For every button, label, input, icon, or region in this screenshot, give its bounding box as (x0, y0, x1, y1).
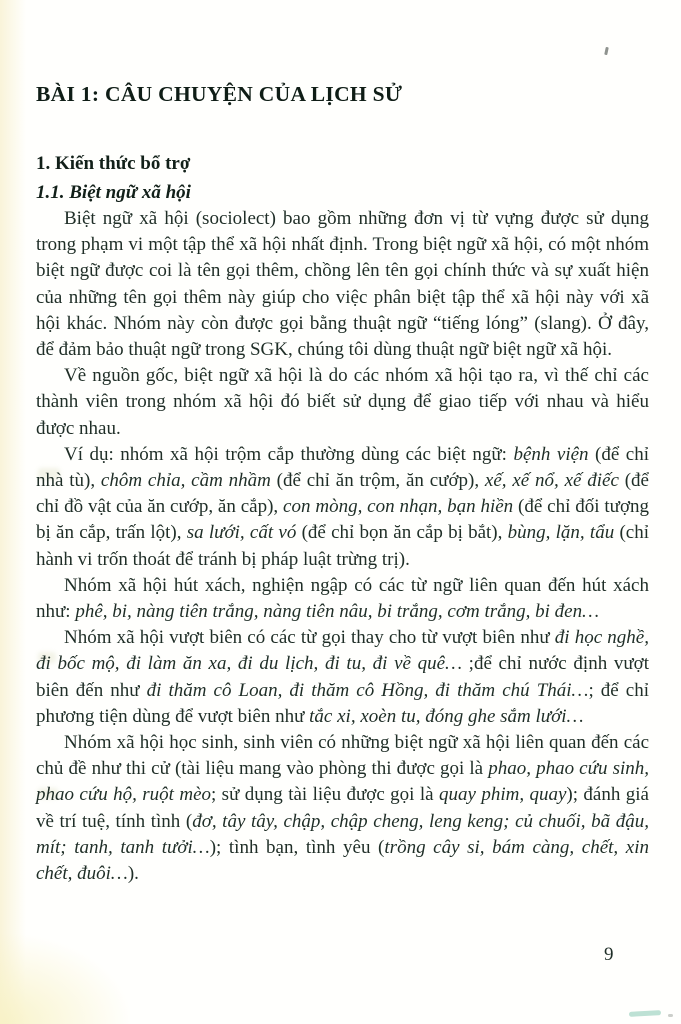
scan-corner-stain (0, 934, 130, 1024)
paragraph-origin: Về nguồn gốc, biệt ngữ xã hội là do các nhóm xã hội tạo ra, vì thế chỉ các thành viên trong nhóm xã hội đó biết sử dụng để giao tiếp với nhau và hiểu được nhau. (36, 365, 649, 439)
paragraph-sociolect-definition: Biệt ngữ xã hội (sociolect) bao gồm những đơn vị từ vựng được sử dụng trong phạm vi một tập thể xã hội nhất định. Trong biệt ngữ xã hội, có một nhóm biệt ngữ được coi là tên gọi thêm, chồng lên tên gọi chính thức và sự xuất hiện của những tên gọi thêm này giúp cho việc phân biệt tập thể xã hội này với xã hội khác. Nhóm này còn được gọi bằng thuật ngữ “tiếng lóng” (slang). Ở đây, để đảm bảo thuật ngữ trong SGK, chúng tôi dùng thuật ngữ biệt ngữ xã hội. (36, 208, 649, 361)
page-number: 9 (604, 944, 614, 965)
paragraph-example-thieves: Ví dụ: nhóm xã hội trộm cắp thường dùng các biệt ngữ: bệnh viện (để chỉ nhà tù), chôm chỉa, cầm nhầm (để chỉ ăn trộm, ăn cướp), xế, xế nổ, xế điếc (để chỉ đồ vật của ăn cướp, ăn cắp), con mòng, con nhạn, bạn hiền (để chỉ đối tượng bị ăn cắp, trấn lột), sa lưới, cất vó (để chỉ bọn ăn cắp bị bắt), bùng, lặn, tẩu (chỉ hành vi trốn thoát để tránh bị pháp luật trừng trị). (36, 443, 649, 570)
scan-edge-tint (0, 0, 26, 1024)
paragraph-example-students: Nhóm xã hội học sinh, sinh viên có những biệt ngữ xã hội liên quan đến các chủ đề như thi cử (tài liệu mang vào phòng thi được gọi là phao, phao cứu sinh, phao cứu hộ, ruột mèo; sử dụng tài liệu được gọi là quay phim, quay); đánh giá về trí tuệ, tính tình (đơ, tây tây, chập, chập cheng, leng keng; củ chuối, bã đậu, mít; tanh, tanh tưởi…); tình bạn, tình yêu (trồng cây si, bám càng, chết, xin chết, đuôi…). (36, 732, 650, 885)
subsection-heading: 1.1. Biệt ngữ xã hội (36, 182, 191, 203)
lesson-title: BÀI 1: CÂU CHUYỆN CỦA LỊCH SỬ (36, 82, 403, 106)
scan-smudge-dot (668, 1014, 673, 1017)
paragraph-example-border-crossers: Nhóm xã hội vượt biên có các từ gọi thay cho từ vượt biên như đi học nghề, đi bốc mộ, đi làm ăn xa, đi du lịch, đi tu, đi về quê… ;để chỉ nước định vượt biên đến như đi thăm cô Loan, đi thăm cô Hồng, đi thăm chú Thái…; để chỉ phương tiện dùng để vượt biên như tắc xi, xoèn tu, đóng ghe sắm lưới… (36, 627, 649, 727)
paragraph-example-addicts: Nhóm xã hội hút xách, nghiện ngập có các từ ngữ liên quan đến hút xách như: phê, bi, nàng tiên trắng, nàng tiên nâu, bi trắng, cơm trắng, bi đen… (36, 574, 649, 623)
scan-smudge (629, 1010, 661, 1017)
body-text (36, 206, 649, 887)
scan-speck (604, 47, 609, 55)
section-heading: 1. Kiến thức bổ trợ (36, 153, 191, 174)
